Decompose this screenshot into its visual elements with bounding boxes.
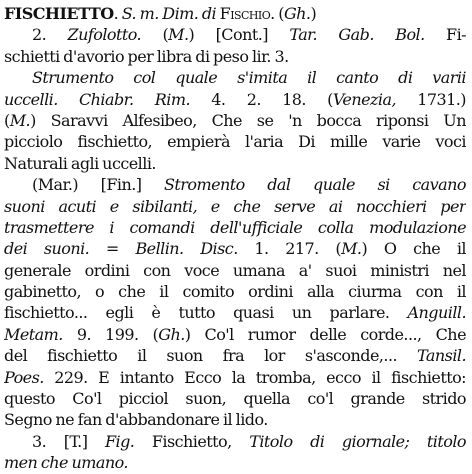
text-run: (Mar.) [Fin.]	[32, 175, 164, 195]
text-run: fischietto... egli è tutto quasi un parlare.	[4, 303, 408, 323]
text-run: .	[113, 4, 122, 23]
entry-line	[4, 281, 466, 302]
text-run: 229. E intanto Ecco la tromba, ecco il fischietto:	[43, 367, 466, 387]
text-run: Fischietto,	[134, 431, 250, 451]
entry-line	[4, 217, 466, 238]
text-run: (	[141, 25, 169, 45]
italic-run: Titolo di giornale; titolo	[249, 431, 466, 451]
text-run: . (	[270, 4, 284, 23]
italic-run: Tar. Gab. Bol.	[289, 25, 425, 45]
small-caps-run: Fischio	[219, 4, 271, 23]
entry-line	[4, 174, 466, 195]
entry-line	[4, 260, 466, 281]
italic-run: Gh.	[283, 4, 311, 23]
italic-run: M.	[168, 25, 189, 45]
italic-run: Metam.	[4, 324, 63, 344]
text-run: questo Co'l picciol suon, quella co'l grande strido	[4, 389, 466, 409]
text-run: ) Co'l rumor delle corde..., Che	[184, 324, 466, 344]
italic-run: Gh.	[158, 324, 185, 344]
entry-line	[4, 367, 466, 388]
entry-line	[4, 153, 466, 174]
text-run: ) [Cont.]	[188, 25, 290, 45]
italic-run: suoni acuti e sibilanti, e che serve ai nocchieri per	[4, 196, 466, 216]
entry-line	[4, 238, 466, 259]
text-run: =	[89, 239, 136, 259]
italic-run: Fig.	[104, 431, 135, 451]
text-run: )	[310, 4, 317, 23]
entry-line	[4, 388, 466, 409]
italic-run: Tansil.	[417, 346, 466, 366]
text-run: 9. 199. (	[62, 324, 159, 344]
entry-line	[4, 302, 466, 323]
text-run: 1. 217. (	[237, 239, 342, 259]
entry-line	[4, 345, 466, 366]
text-run: del fischietto il suon fra lor s'asconde,...	[4, 346, 418, 366]
italic-run: Zufolotto.	[67, 25, 142, 45]
text-run: 2.	[32, 25, 68, 45]
text-run: ) O che il	[361, 239, 466, 259]
italic-run: dei suoni.	[4, 239, 90, 259]
text-run: 1731.)	[396, 89, 466, 109]
text-run: generale ordini con voce umana a' suoi ministri nel	[4, 260, 466, 280]
text-run: 3. [T.]	[32, 431, 105, 451]
entry-line	[4, 110, 466, 131]
entry-line	[4, 131, 466, 152]
entry-line	[4, 24, 466, 45]
italic-run: Bellin. Disc.	[135, 239, 238, 259]
entry-line	[4, 431, 466, 452]
text-run: (	[4, 110, 10, 130]
entry-line	[4, 89, 466, 110]
entry-line	[4, 324, 466, 345]
entry-line	[4, 46, 466, 67]
italic-run: Poes.	[4, 367, 44, 387]
text-run: Segno ne fan d'abbandonare il lido.	[4, 410, 268, 430]
italic-run: uccelli. Chiabr. Rim.	[4, 89, 191, 109]
italic-run: S. m. Dim. di	[121, 4, 220, 23]
text-run: gabinetto, o che il comito ordini alla ciurma con il	[4, 282, 466, 302]
entry-line	[4, 196, 466, 217]
text-run: Fi-	[424, 25, 466, 45]
entry-line	[4, 409, 466, 430]
entry-line	[4, 67, 466, 88]
italic-run: men che umano.	[4, 453, 128, 473]
italic-run: trasmettere i comandi dell'ufficiale colla modulazione	[4, 217, 466, 237]
text-run: schietti d'avorio per libra di peso lir. 3.	[4, 46, 289, 66]
italic-run: Strumento col quale s'imita il canto di varii	[32, 68, 466, 88]
italic-run: M.	[9, 110, 31, 130]
text-run: Naturali agli uccelli.	[4, 153, 156, 173]
text-run: picciolo fischietto, empierà l'aria Di mille varie voci	[4, 132, 466, 152]
italic-run: Venezia,	[332, 89, 396, 109]
text-run: ) Saravvi Alfesibeo, Che se 'n bocca riponsi Un	[30, 110, 466, 130]
text-run: 4. 2. 18. (	[190, 89, 333, 109]
entry-line	[4, 3, 466, 24]
headword: FISCHIETTO	[4, 4, 114, 23]
italic-run: M.	[341, 239, 362, 259]
entry-line	[4, 452, 466, 473]
italic-run: Anguill.	[407, 303, 466, 323]
italic-run: Stromento dal quale si cavano	[163, 175, 466, 195]
